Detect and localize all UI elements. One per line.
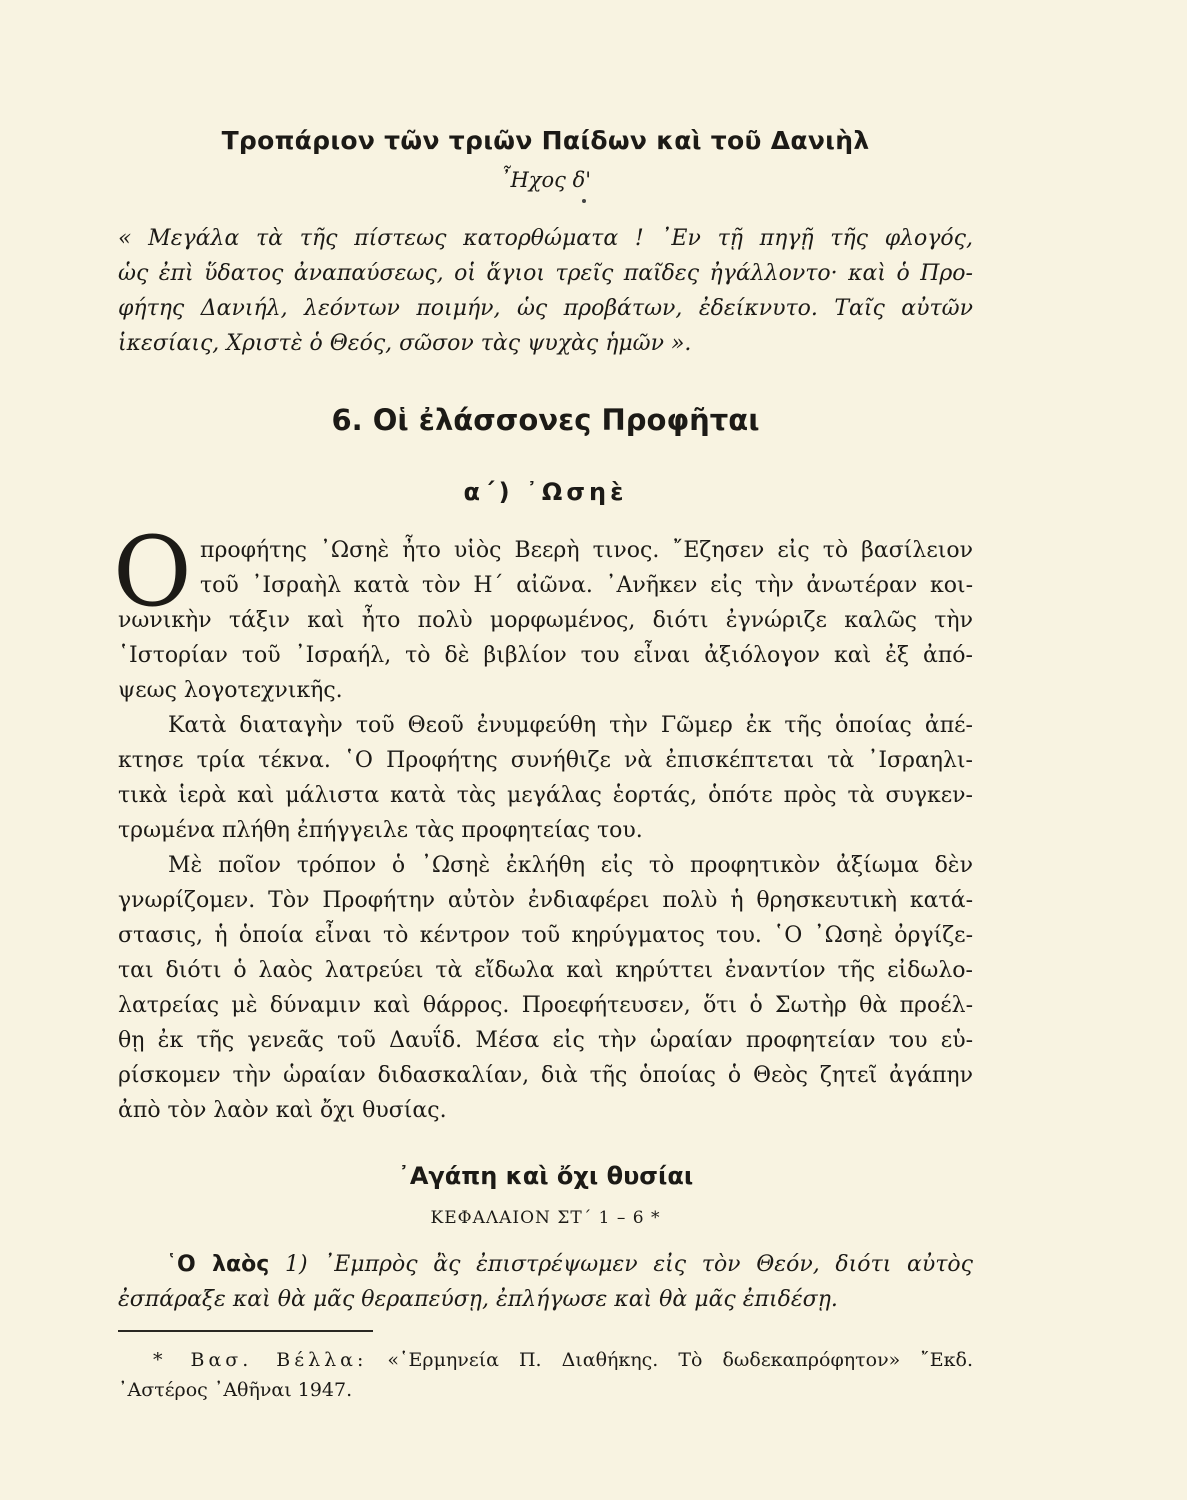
- body-line: θῃ ἐκ τῆς γενεᾶς τοῦ Δαυΐδ. Μέσα εἰς τὴν ὡραίαν προφητείαν του εὑ-: [118, 1028, 973, 1053]
- footnote-author: * Βασ. Βέλλα:: [153, 1349, 368, 1371]
- body-line: ῾Ιστορίαν τοῦ ᾽Ισραήλ, τὸ δὲ βιβλίον του εἶναι ἀξιόλογον καὶ ἐξ ἀπό-: [118, 643, 973, 668]
- body-line: ψεως λογοτεχνικῆς.: [118, 678, 343, 703]
- body-line: κτησε τρία τέκνα. ῾Ο Προφήτης συνήθιζε νὰ ἐπισκέπτεται τὰ ᾽Ισραηλι-: [118, 748, 973, 773]
- chapter-reference: ΚΕΦΑΛΑΙΟΝ ΣΤ΄ 1 – 6 *: [430, 1208, 661, 1228]
- footnote-source: «῾Ερμηνεία Π. Διαθήκης. Τὸ δωδεκαπρόφητον» ῎Εκδ.: [367, 1349, 973, 1371]
- body-line: στασις, ἡ ὁποία εἶναι τὸ κέντρον τοῦ κηρύγματος του. ῾Ο ᾽Ωσηὲ ὀργίζε-: [118, 923, 973, 948]
- oracle-verse: 1) ᾽Εμπρὸς ἂς ἐπιστρέψωμεν εἰς τὸν Θεόν, διότι αὐτὸς: [269, 1252, 973, 1277]
- body-line: τικὰ ἱερὰ καὶ μάλιστα κατὰ τὰς μεγάλας ἑορτάς, ὁπότε πρὸς τὰ συγκεν-: [118, 783, 973, 808]
- body-line: λατρείας μὲ δύναμιν καὶ θάρρος. Προεφήτευσεν, ὅτι ὁ Σωτὴρ θὰ προέλ-: [118, 993, 973, 1018]
- oracle-line-2: ἐσπάραξε καὶ θὰ μᾶς θεραπεύσῃ, ἐπλήγωσε καὶ θὰ μᾶς ἐπιδέσῃ.: [118, 1287, 838, 1312]
- body-line: νωνικὴν τάξιν καὶ ἦτο πολὺ μορφωμένος, διότι ἐγνώριζε καλῶς τὴν: [118, 608, 973, 633]
- body-line: γνωρίζομεν. Τὸν Προφήτην αὐτὸν ἐνδιαφέρει πολὺ ἡ θρησκευτικὴ κατά-: [118, 888, 973, 913]
- footnote-line-1: [153, 1346, 973, 1374]
- troparion-line: ὡς ἐπὶ ὕδατος ἀναπαύσεως, οἱ ἅγιοι τρεῖς παῖδες ἠγάλλοντο· καὶ ὁ Προ-: [118, 261, 973, 286]
- body-line: ται διότι ὁ λαὸς λατρεύει τὰ εἴδωλα καὶ κηρύττει ἐναντίον τῆς εἰδωλο-: [118, 958, 973, 983]
- oracle-line-1: [118, 1250, 973, 1280]
- troparion-tone: ῏Ηχος δ': [499, 168, 592, 192]
- speaker-label: ῾Ο λαὸς: [166, 1252, 270, 1277]
- drop-cap: Ο: [113, 516, 192, 628]
- troparion-title: Τροπάριον τῶν τριῶν Παίδων καὶ τοῦ Δανιὴλ: [221, 126, 870, 155]
- ornament-dot: [582, 199, 586, 203]
- troparion-line: ἱκεσίαις, Χριστὲ ὁ Θεός, σῶσον τὰς ψυχὰς ἡμῶν ».: [118, 331, 692, 356]
- troparion-line: « Μεγάλα τὰ τῆς πίστεως κατορθώματα ! ᾽Εν τῇ πηγῇ τῆς φλογός,: [118, 226, 973, 251]
- oracle-title: ᾽Αγάπη καὶ ὄχι θυσίαι: [397, 1162, 694, 1190]
- footnote-rule: [118, 1330, 373, 1332]
- body-line: ρίσκομεν τὴν ὡραίαν διδασκαλίαν, διὰ τῆς ὁποίας ὁ Θεὸς ζητεῖ ἀγάπην: [118, 1063, 973, 1088]
- footnote-line-2: ᾽Αστέρος ᾽Αθῆναι 1947.: [118, 1379, 353, 1401]
- troparion-line: φήτης Δανιήλ, λεόντων ποιμήν, ὡς προβάτων, ἐδείκνυτο. Ταῖς αὐτῶν: [118, 296, 973, 321]
- body-line: τοῦ ᾽Ισραὴλ κατὰ τὸν Η΄ αἰῶνα. ᾽Ανῆκεν εἰς τὴν ἀνωτέραν κοι-: [200, 573, 973, 598]
- body-line: ἀπὸ τὸν λαὸν καὶ ὄχι θυσίας.: [118, 1098, 447, 1123]
- body-line: τρωμένα πλήθη ἐπήγγειλε τὰς προφητείας του.: [118, 818, 643, 843]
- body-line: Κατὰ διαταγὴν τοῦ Θεοῦ ἐνυμφεύθη τὴν Γῶμερ ἐκ τῆς ὁποίας ἀπέ-: [168, 713, 973, 738]
- section-title: 6. Οἱ ἐλάσσονες Προφῆται: [331, 403, 760, 437]
- body-line: Μὲ ποῖον τρόπον ὁ ᾽Ωσηὲ ἐκλήθη εἰς τὸ προφητικὸν ἀξίωμα δὲν: [168, 853, 973, 878]
- subsection-title: α΄) ᾽Ωσηὲ: [463, 478, 628, 506]
- body-line: προφήτης ᾽Ωσηὲ ἦτο υἱὸς Βεερὴ τινος. ῎Εζησεν εἰς τὸ βασίλειον: [200, 538, 973, 563]
